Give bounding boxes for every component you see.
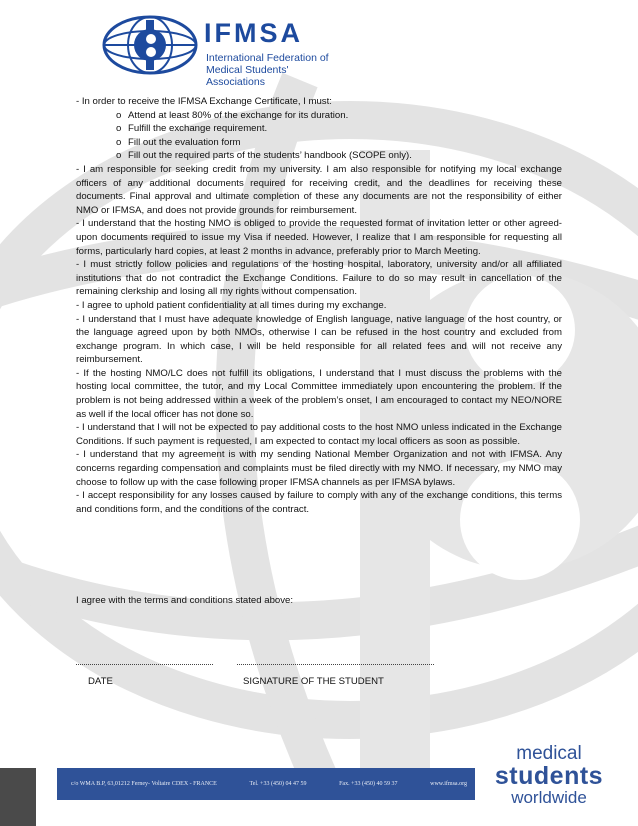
terms-body xyxy=(76,95,562,516)
ms-worldwide: worldwide xyxy=(511,788,587,807)
footer-address: c/o WMA B.P, 63,01212 Ferney- Voltaire CDEX - FRANCE xyxy=(71,781,217,787)
requirement-bullet-text: Fill out the required parts of the students’ handbook (SCOPE only). xyxy=(128,150,412,162)
student-signature-line xyxy=(237,664,434,665)
requirement-bullet-text: Attend at least 80% of the exchange for its duration. xyxy=(128,109,349,121)
globe-logo-icon xyxy=(100,12,200,78)
terms-paragraph: - I accept responsibility for any losses caused by failure to comply with any of the exchange conditions, this terms and conditions form, and the conditions of the contract. xyxy=(76,490,562,515)
terms-paragraph: - I must strictly follow policies and regulations of the hosting hospital, laboratory, university and/or all affiliated institutions that do not contradict the Exchange Conditions. Failure to do so may result in cancellation of the remaining clerkship and losing all my rights without compensation. xyxy=(76,259,562,298)
brand-subtitle-line2: Medical Students' Associations xyxy=(206,64,289,88)
agreement-statement: I agree with the terms and conditions stated above: xyxy=(76,595,294,606)
terms-paragraph: - I understand that I must have adequate knowledge of English language, native language of the host country, or the language agreed upon by both NMOs, otherwise I can be refused in the host country and excluded from exchange program. In which case, I will be held responsible for all related fees and will not receive any reimbursement. xyxy=(76,313,562,366)
terms-paragraph: - I understand that the hosting NMO is obliged to provide the requested format of invitation letter or other agreed-upon documents required to issue my Visa if needed. However, I realize that I am responsible for requesting all forms, particularly hard copies, at least 2 months in advance, preferably prior to March Meeting. xyxy=(76,218,562,257)
brand-subtitle-line1: International Federation of xyxy=(206,52,329,64)
terms-paragraph: - If the hosting NMO/LC does not fulfill its obligations, I understand that I must discuss the problems with the hosting local committee, the tutor, and my Local Committee immediately upon encountering the problem. If the problem is not being addressed within a week of the problem’s onset, I am encouraged to contact my NEO/NORE as well if the local officer has not done so. xyxy=(76,367,562,420)
requirement-bullet xyxy=(76,149,562,163)
requirement-bullet xyxy=(76,136,562,150)
footer-fax: Fax. +33 (450) 40 59 37 xyxy=(339,781,398,787)
terms-paragraph: - In order to receive the IFMSA Exchange Certificate, I must: xyxy=(76,96,332,107)
brand-name: IFMSA xyxy=(204,18,303,48)
medical-students-worldwide-logo xyxy=(474,744,624,806)
requirement-bullet-text: Fill out the evaluation form xyxy=(128,136,241,148)
footer-web-link[interactable]: www.ifmsa.org xyxy=(430,781,467,787)
terms-paragraph: - I agree to uphold patient confidentiality at all times during my exchange. xyxy=(76,299,387,311)
requirement-bullet-text: Fulfill the exchange requirement. xyxy=(128,123,268,135)
ms-students: students xyxy=(494,762,604,790)
requirement-bullet xyxy=(76,122,562,136)
brand-subtitle xyxy=(206,52,340,88)
date-label: DATE xyxy=(88,676,113,687)
requirement-bullet xyxy=(76,109,562,123)
ms-medical: medical xyxy=(516,743,582,764)
signature-label: SIGNATURE OF THE STUDENT xyxy=(243,676,384,687)
terms-paragraph: - I am responsible for seeking credit from my university. I am also responsible for notifying my local exchange officers of any additional documents required for receiving credit, and the deadlines for receiving these documents. Final approval and ultimate completion of these any documents are not the responsibility of either NMO or IFMSA, and does not provide grounds for reimbursement. xyxy=(76,163,562,216)
footer-tel: Tel. +33 (450) 04 47 59 xyxy=(249,781,307,787)
ifmsa-logo xyxy=(100,12,340,88)
footer-dark-block xyxy=(0,768,36,826)
terms-paragraph: - I understand that my agreement is with my sending National Member Organization and not with IFMSA. Any concerns regarding compensation and complaints must be filed directly with my NMO. If necessary, my NMO may choose to follow up with the case following proper IFMSA channels as per IFMSA bylaws. xyxy=(76,449,562,488)
terms-paragraph: - I understand that I will not be expected to pay additional costs to the host NMO unless indicated in the Exchange Conditions. If such payment is requested, I am expected to contact my local officers as soon as possible. xyxy=(76,422,562,447)
date-signature-line xyxy=(76,664,213,665)
footer-contact-bar xyxy=(57,768,475,800)
